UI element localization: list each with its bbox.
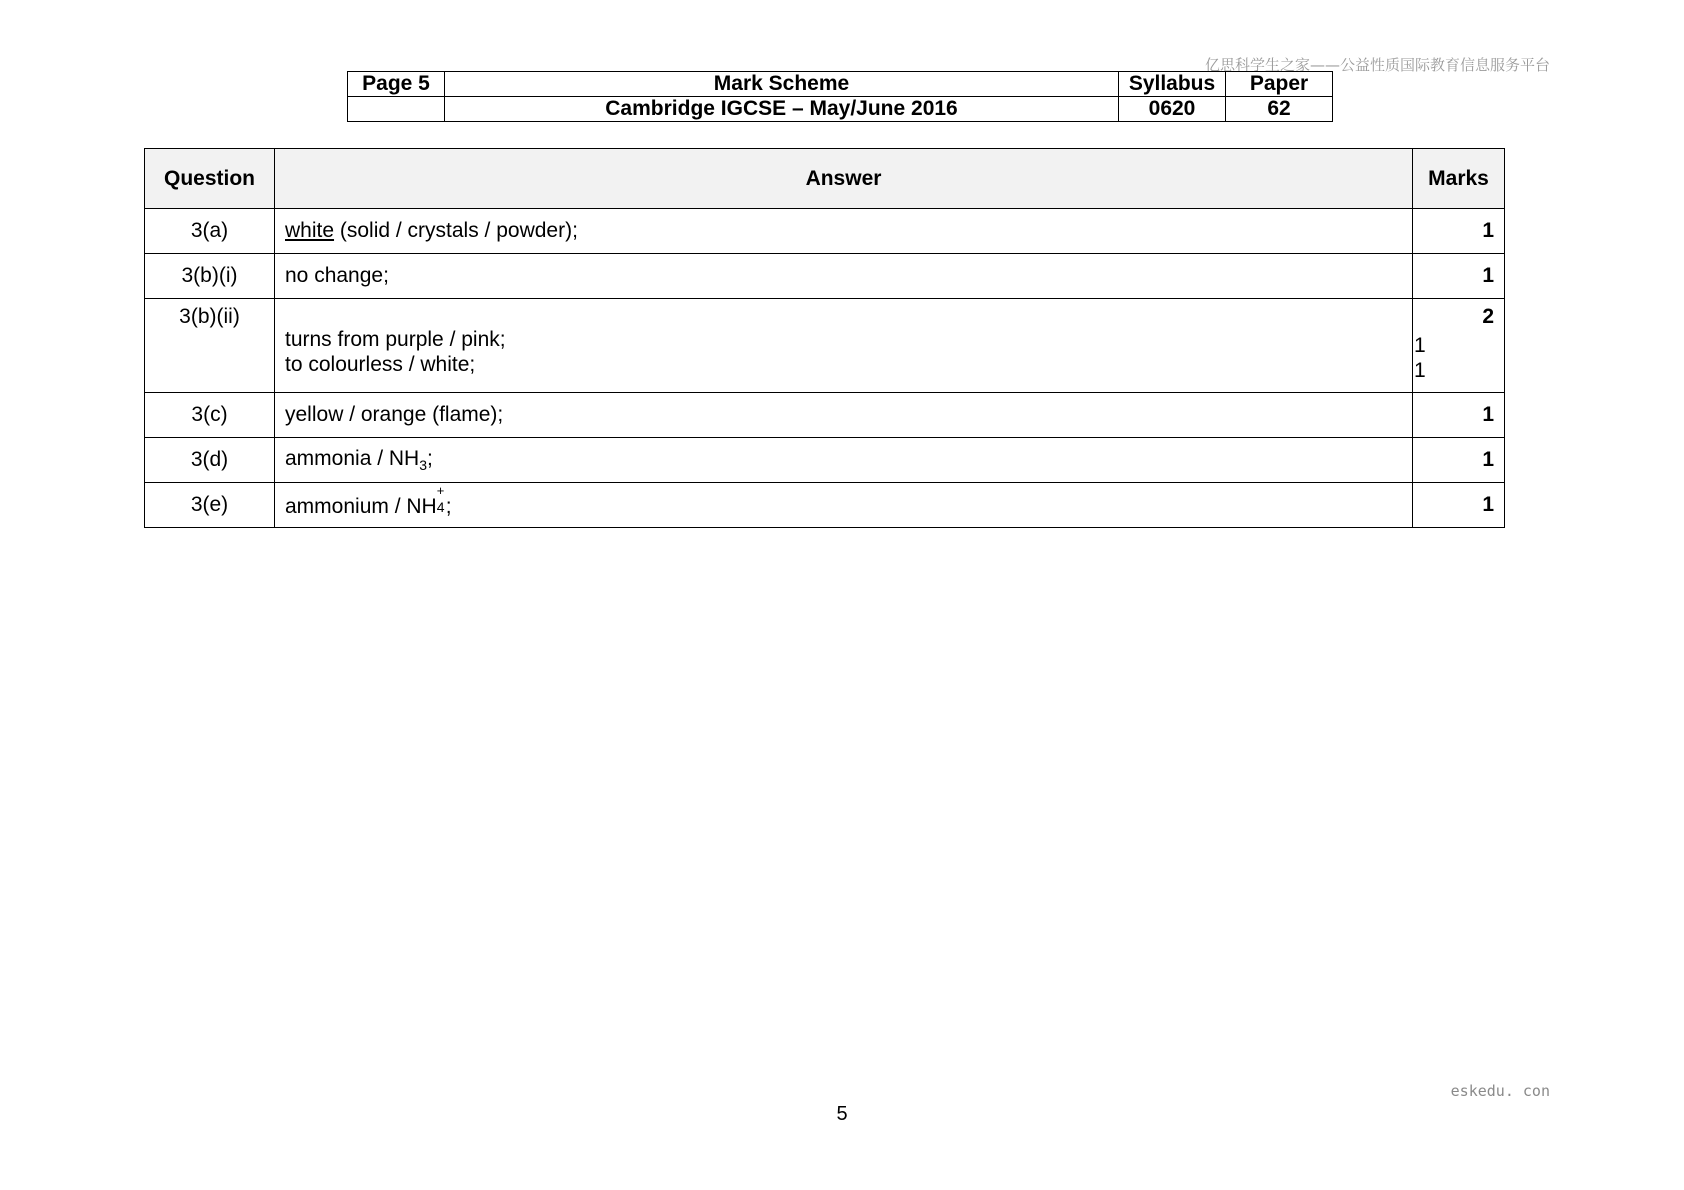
- answer-cell: yellow / orange (flame);: [275, 393, 1413, 438]
- line-mark: 1: [1414, 334, 1426, 357]
- marks-cell: [1413, 299, 1505, 393]
- answer-line: to colourless / white;: [285, 353, 476, 376]
- page-number: 5: [836, 1103, 848, 1125]
- column-header-marks: Marks: [1413, 149, 1505, 209]
- table-row: [145, 299, 1505, 393]
- question-cell: 3(b)(ii): [145, 299, 275, 393]
- paper-label: Paper: [1226, 72, 1333, 97]
- answer-cell: [275, 299, 1413, 393]
- document-subtitle: Cambridge IGCSE – May/June 2016: [445, 97, 1119, 122]
- answer-cell: [275, 438, 1413, 483]
- question-cell: 3(e): [145, 483, 275, 528]
- syllabus-value: 0620: [1119, 97, 1226, 122]
- marks-cell: 1: [1413, 254, 1505, 299]
- question-cell: 3(a): [145, 209, 275, 254]
- marks-cell: 1: [1413, 483, 1505, 528]
- watermark-bottom: eskedu. con: [1450, 1082, 1550, 1100]
- superscript: +: [436, 482, 445, 498]
- answer-cell: [275, 483, 1413, 528]
- answer-underlined: white: [285, 219, 335, 242]
- syllabus-label: Syllabus: [1119, 72, 1226, 97]
- answer-cell: no change;: [275, 254, 1413, 299]
- answer-suffix: ;: [427, 446, 433, 470]
- table-row: [145, 483, 1505, 528]
- paper-value: 62: [1226, 97, 1333, 122]
- answer-text: ammonium / NH: [285, 494, 437, 518]
- column-header-question: Question: [145, 149, 275, 209]
- mark-scheme-table: [144, 148, 1505, 528]
- question-cell: 3(b)(i): [145, 254, 275, 299]
- page-label-empty: [348, 97, 445, 122]
- answer-cell: [275, 209, 1413, 254]
- answer-suffix: ;: [445, 494, 452, 518]
- question-cell: 3(c): [145, 393, 275, 438]
- marks-cell: 1: [1413, 393, 1505, 438]
- answer-text: (solid / crystals / powder);: [334, 219, 578, 242]
- column-header-answer: Answer: [275, 149, 1413, 209]
- subscript: 3: [419, 457, 427, 474]
- table-header-row: [145, 149, 1505, 209]
- table-row: [145, 393, 1505, 438]
- document-title: Mark Scheme: [445, 72, 1119, 97]
- line-mark: 1: [1414, 359, 1426, 382]
- page-label: Page 5: [348, 72, 445, 97]
- table-row: [145, 209, 1505, 254]
- table-row: [145, 254, 1505, 299]
- answer-text: ammonia / NH: [285, 446, 420, 470]
- marks-total: 2: [1482, 305, 1494, 328]
- watermark-top: 亿思科学生之家——公益性质国际教育信息服务平台: [1204, 56, 1550, 74]
- question-cell: 3(d): [145, 438, 275, 483]
- marks-cell: 1: [1413, 209, 1505, 254]
- answer-line: turns from purple / pink;: [285, 328, 506, 351]
- subscript: 4: [436, 498, 445, 515]
- marks-cell: 1: [1413, 438, 1505, 483]
- header-table: [347, 71, 1333, 122]
- table-row: [145, 438, 1505, 483]
